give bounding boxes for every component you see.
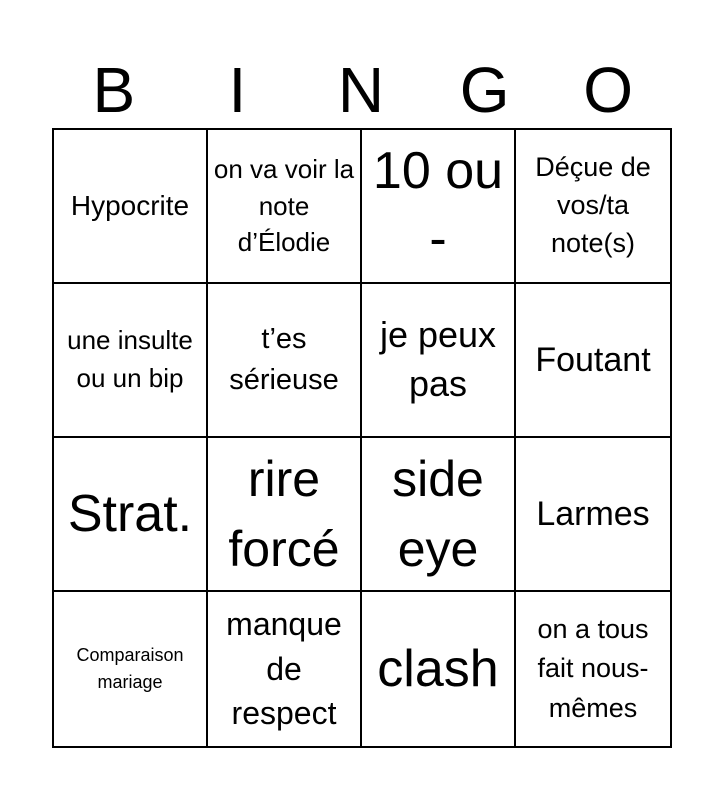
bingo-cell[interactable] xyxy=(208,438,362,592)
bingo-cell[interactable] xyxy=(54,592,208,746)
header-letter-n: N xyxy=(337,54,385,126)
cell-text: Hypocrite xyxy=(70,190,190,222)
bingo-cell[interactable] xyxy=(208,592,362,746)
bingo-cell[interactable] xyxy=(54,130,208,284)
bingo-cell[interactable] xyxy=(362,438,516,592)
bingo-cell[interactable] xyxy=(516,130,670,284)
cell-text: Déçue de vos/ta note(s) xyxy=(535,152,651,258)
cell-text: clash xyxy=(377,639,499,698)
bingo-board xyxy=(52,128,672,748)
cell-text: Larmes xyxy=(536,494,650,533)
cell-text: Foutant xyxy=(535,340,651,379)
cell-text: 10 ou - xyxy=(372,142,504,268)
bingo-cell[interactable] xyxy=(516,438,670,592)
cell-text: rire forcé xyxy=(228,451,340,577)
cell-text: Strat. xyxy=(67,484,193,543)
bingo-cell[interactable] xyxy=(208,130,362,284)
header-letter-i: I xyxy=(228,54,247,126)
cell-text: on va voir la note d’Élodie xyxy=(213,154,355,258)
cell-text: t’es sérieuse xyxy=(229,323,339,396)
bingo-cell[interactable] xyxy=(516,592,670,746)
bingo-header xyxy=(52,52,670,128)
header-letter-o: O xyxy=(583,54,634,126)
cell-text: side eye xyxy=(392,451,484,577)
header-letter-g: G xyxy=(459,54,510,126)
cell-text: on a tous fait nous-mêmes xyxy=(537,614,649,723)
header-letter-b: B xyxy=(92,54,136,126)
bingo-cell[interactable] xyxy=(362,130,516,284)
cell-text: manque de respect xyxy=(226,605,342,732)
bingo-cell[interactable] xyxy=(54,438,208,592)
cell-text: une insulte ou un bip xyxy=(67,325,193,393)
bingo-cell[interactable] xyxy=(362,284,516,438)
cell-text: Comparaison mariage xyxy=(76,645,184,692)
bingo-cell[interactable] xyxy=(516,284,670,438)
bingo-cell[interactable] xyxy=(362,592,516,746)
cell-text: je peux pas xyxy=(379,314,497,404)
bingo-cell[interactable] xyxy=(54,284,208,438)
bingo-cell[interactable] xyxy=(208,284,362,438)
